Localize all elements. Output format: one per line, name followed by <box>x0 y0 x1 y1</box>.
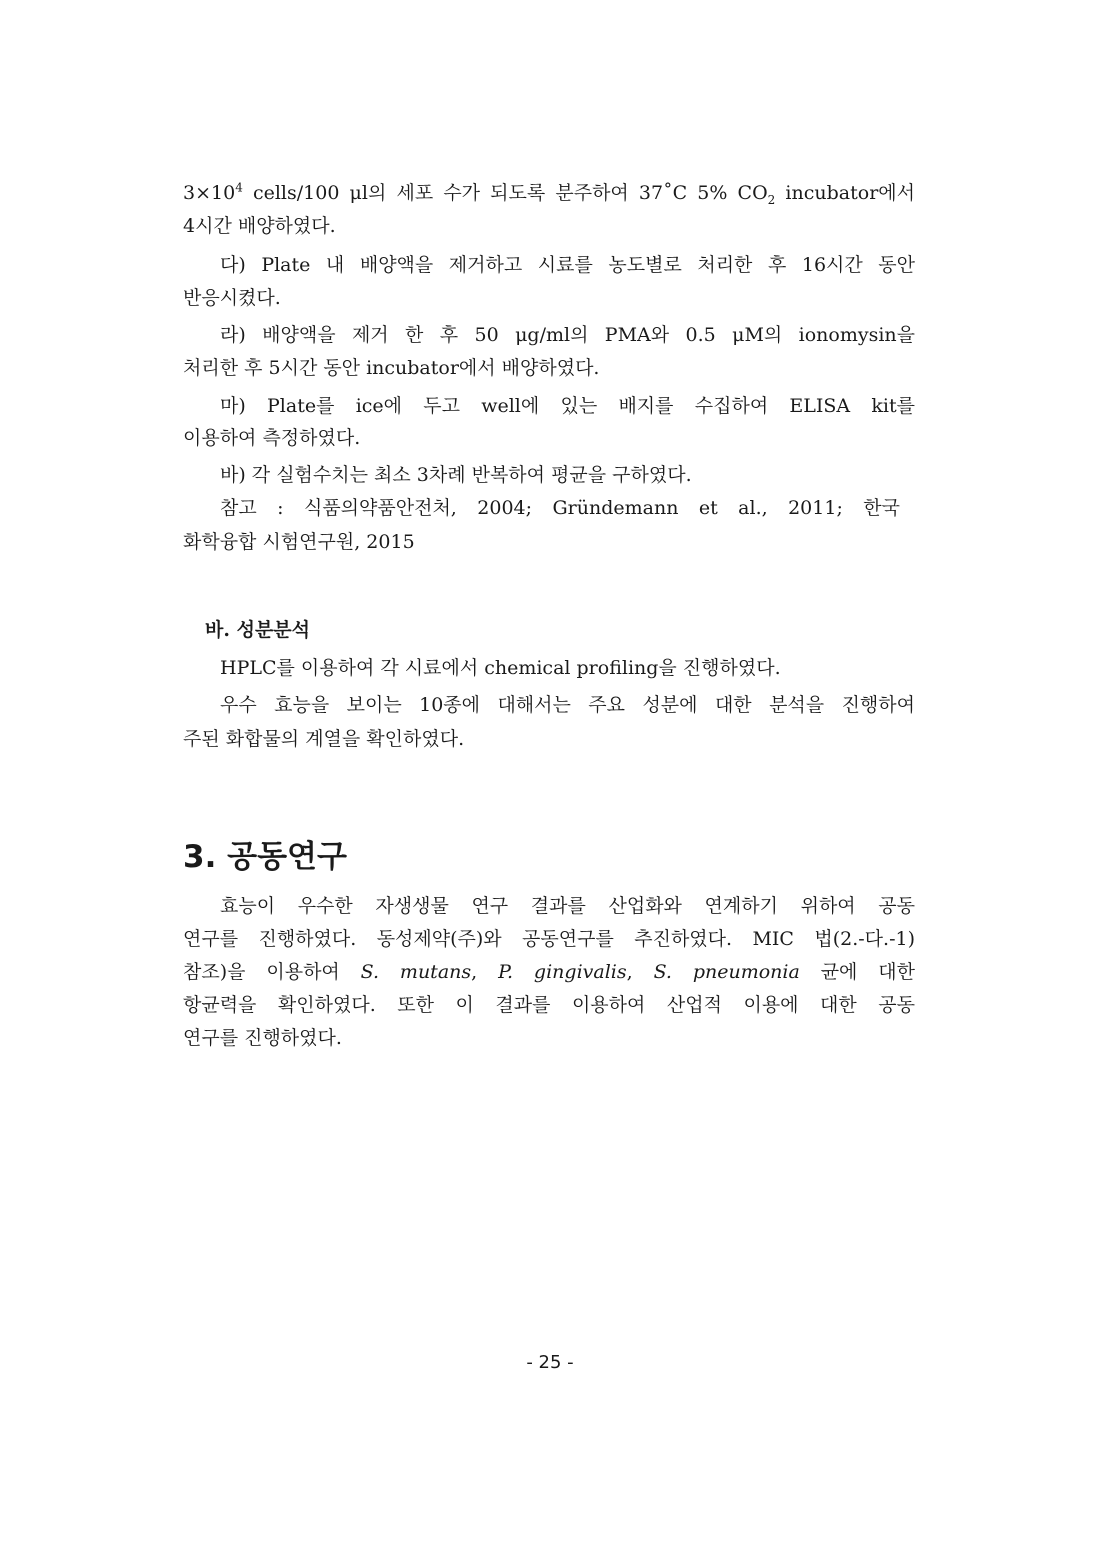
text-line: 참조)을 이용하여 S. mutans, P. gingivalis, S. pneumonia 균에 대한 <box>183 961 915 983</box>
text-line: HPLC를 이용하여 각 시료에서 chemical profiling을 진행하였다. <box>220 657 781 679</box>
text-line: 연구를 진행하였다. <box>183 1027 342 1049</box>
text-line: 4시간 배양하였다. <box>183 215 336 237</box>
text-line: 항균력을 확인하였다. 또한 이 결과를 이용하여 산업적 이용에 대한 공동 <box>183 994 915 1016</box>
page-number: - 25 - <box>526 1352 574 1373</box>
section-heading: 바. 성분분석 <box>205 619 310 641</box>
step-da-line: 반응시켰다. <box>183 287 281 309</box>
species-name: S. pneumonia <box>653 961 800 983</box>
text-line: 효능이 우수한 자생생물 연구 결과를 산업화와 연계하기 위하여 공동 <box>220 895 915 917</box>
species-name: P. gingivalis <box>498 961 627 983</box>
species-name: S. mutans <box>360 961 472 983</box>
reference-line: 화학융합 시험연구원, 2015 <box>183 531 415 553</box>
step-ra-line: 라) 배양액을 제거 한 후 50 μg/ml의 PMA와 0.5 μM의 ionomysin을 <box>220 324 915 346</box>
step-ra-line: 처리한 후 5시간 동안 incubator에서 배양하였다. <box>183 357 600 379</box>
text-line: $3\times 10^4$ cells/100 μl의 세포 수가 되도록 분주하여 37˚C 5% $CO_2$ incubator에서 <box>183 180 915 207</box>
text-line: 연구를 진행하였다. 동성제약(주)와 공동연구를 추진하였다. MIC 법(2.-다.-1) <box>183 928 915 950</box>
step-ma-line: 이용하여 측정하였다. <box>183 427 361 449</box>
step-da-line: 다) Plate 내 배양액을 제거하고 시료를 농도별로 처리한 후 16시간 동안 <box>220 254 915 276</box>
chapter-heading: 3. 공동연구 <box>183 839 347 875</box>
text-line: 우수 효능을 보이는 10종에 대해서는 주요 성분에 대한 분석을 진행하여 <box>220 694 915 716</box>
reference-line: 참고 : 식품의약품안전처, 2004; Gründemann et al., 2011; 한국 <box>220 497 900 519</box>
step-ma-line: 마) Plate를 ice에 두고 well에 있는 배지를 수집하여 ELISA kit를 <box>220 395 915 417</box>
text-line: 주된 화합물의 계열을 확인하였다. <box>183 728 465 750</box>
step-ba-line: 바) 각 실험수치는 최소 3차례 반복하여 평균을 구하였다. <box>220 464 692 486</box>
